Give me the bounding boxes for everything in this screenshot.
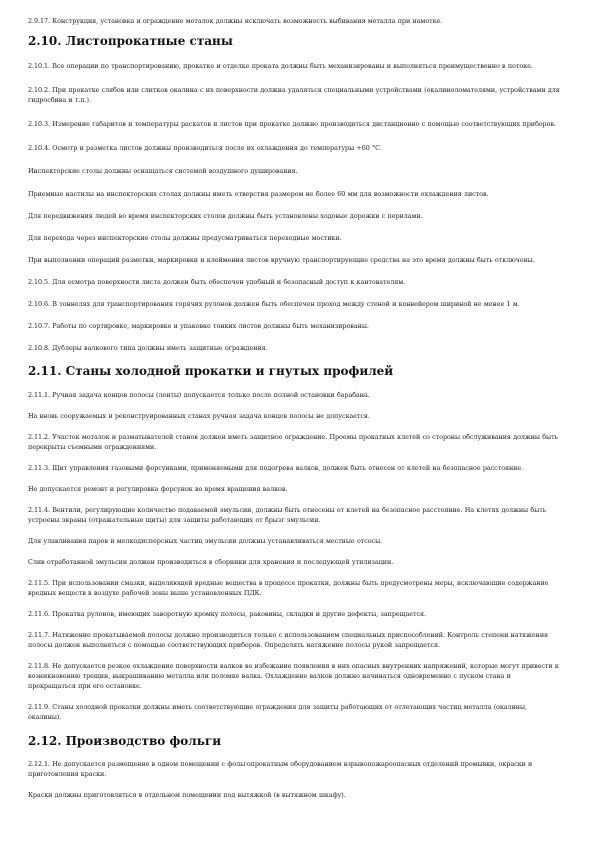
paragraph-2-10-2: 2.10.2. При прокатке слябов или слитков окалина с их поверхности должна удаляться специальными устройствами (окалиноломателями, устройствами для гидросбива и т.п.). bbox=[28, 86, 560, 104]
paragraph-2-10-8: 2.10.8. Дублеры валкового типа должны иметь защитные ограждения. bbox=[28, 344, 268, 352]
paragraph-2-11-6: 2.11.6. Прокатка рулонов, имеющих заворотную кромку полосы, раковины, складки и другие дефекты, запрещается. bbox=[28, 610, 426, 618]
paragraph-2-9-17: 2.9.17. Конструкция, установка и ограждение моталок должны исключать возможность выбивания металла при намотке. bbox=[28, 17, 443, 25]
paragraph-2-11-4: 2.11.4. Вентили, регулирующие количество подаваемой эмульсии, должны быть отнесены от клетей на безопасное расстояние. На клетях должны быть устроены экраны (отражательные щиты) для защиты работающих от брызг эмульсии. bbox=[28, 506, 547, 524]
section-heading-2-12: 2.12. Производство фольги bbox=[28, 734, 222, 748]
paragraph-local-exhaust: Для улавливания паров и мелкодисперсных частиц эмульсии должны устанавливаться местные отсосы. bbox=[28, 537, 383, 545]
paragraph-2-10-4: 2.10.4. Осмотр и разметка листов должны производиться после их охлаждения до температуры +60 °С. bbox=[28, 144, 382, 152]
paragraph-2-11-8: 2.11.8. Не допускается резкое охлаждение поверхности валков во избежание появления в них опасных внутренних напряжений, которые могут привести к возникновению трещин, выкрашиванию металла или поломке валка. Охлаждение валков должно начинаться одновременно с пуском стана и прекращаться при его остановке. bbox=[28, 662, 559, 690]
paragraph-2-11-7: 2.11.7. Натяжение прокатываемой полосы должно производиться только с использованием специальных приспособлений. Контроль степени натяжения полосы должен выполняться с помощью соответствующих приборов. Определять натяжение полосы рукой запрещается. bbox=[28, 631, 549, 649]
paragraph-receiving-floors: Приемные настилы на инспекторских столах должны иметь отверстия размером не более 60 мм для возможности охлаждения листов. bbox=[28, 190, 489, 198]
paragraph-bridges: Для перехода через инспекторские столы должны предусматриваться переходные мостики. bbox=[28, 234, 342, 242]
paragraph-2-11-9: 2.11.9. Станы холодной прокатки должны иметь соответствующие ограждения для защиты работающих от отлетающих частиц металла (окалины, окалины). bbox=[28, 703, 528, 721]
paragraph-2-11-2: 2.11.2. Участок моталок и разматывателей станов должен иметь защитное ограждение. Проемы прокатных клетей со стороны обслуживания должны быть перекрыты съемными ограждениями. bbox=[28, 433, 558, 451]
paragraph-2-10-6: 2.10.6. В тоннелях для транспортирования горячих рулонов должен быть обеспечен проход между стеной и конвейером шириной не менее 1 м. bbox=[28, 300, 520, 308]
paragraph-2-11-5: 2.11.5. При использовании смазки, выделяющей вредные вещества в процессе прокатки, должны быть предусмотрены меры, исключающие содержание вредных веществ в воздухе рабочей зоны выше установленных ПДК. bbox=[28, 579, 549, 597]
section-heading-2-11: 2.11. Станы холодной прокатки и гнутых профилей bbox=[28, 364, 394, 378]
paragraph-burner-repair: Не допускается ремонт и регулировка форсунок во время вращения валков. bbox=[28, 485, 288, 493]
paragraph-paint-prep: Краски должны приготовляться в отдельном помещении под вытяжкой (в вытяжном шкафу). bbox=[28, 791, 346, 799]
paragraph-inspection-tables: Инспекторские столы должны оснащаться системой воздушного душирования. bbox=[28, 167, 298, 175]
section-heading-2-10: 2.10. Листопрокатные станы bbox=[28, 34, 233, 48]
paragraph-2-11-1: 2.11.1. Ручная задача концов полосы (ленты) допускается только после полной остановки барабана. bbox=[28, 391, 370, 399]
paragraph-2-10-7: 2.10.7. Работы по сортировке, маркировке и упаковке тонких листов должны быть механизированы. bbox=[28, 322, 369, 330]
paragraph-2-12-1: 2.12.1. Не допускается размещение в одном помещении с фольгопрокатным оборудованием взрывопожароопасных отделений промывки, окраски и приготовления краски. bbox=[28, 760, 533, 778]
paragraph-new-mills: На вновь сооружаемых и реконструированных станах ручная задача концов полосы не допускается. bbox=[28, 412, 370, 420]
paragraph-walkways: Для передвижения людей во время инспекторских столов должны быть установлены ходовые дорожки с перилами. bbox=[28, 212, 423, 220]
paragraph-2-10-5: 2.10.5. Для осмотра поверхности листа должен быть обеспечен удобный и безопасный доступ к кантователям. bbox=[28, 278, 406, 286]
paragraph-2-10-1: 2.10.1. Все операции по транспортированию, прокатке и отделке проката должны быть механизированы и выполняться преимущественно в потоке. bbox=[28, 62, 533, 70]
paragraph-emulsion-drain: Слив отработанной эмульсии должен производиться в сборники для хранения и последующей утилизации. bbox=[28, 558, 394, 566]
paragraph-2-10-3: 2.10.3. Измерение габаритов и температуры раскатов и листов при прокатке должно производиться дистанционно с помощью соответствующих приборов. bbox=[28, 120, 556, 128]
paragraph-marking: При выполнении операций разметки, маркировки и клеймения листов вручную транспортирующие средства на это время должны быть отключены. bbox=[28, 256, 535, 264]
paragraph-2-11-3: 2.11.3. Щит управления газовыми форсунками, применяемыми для подогрева валков, должен быть отнесен от клетей на безопасное расстояние. bbox=[28, 464, 524, 472]
